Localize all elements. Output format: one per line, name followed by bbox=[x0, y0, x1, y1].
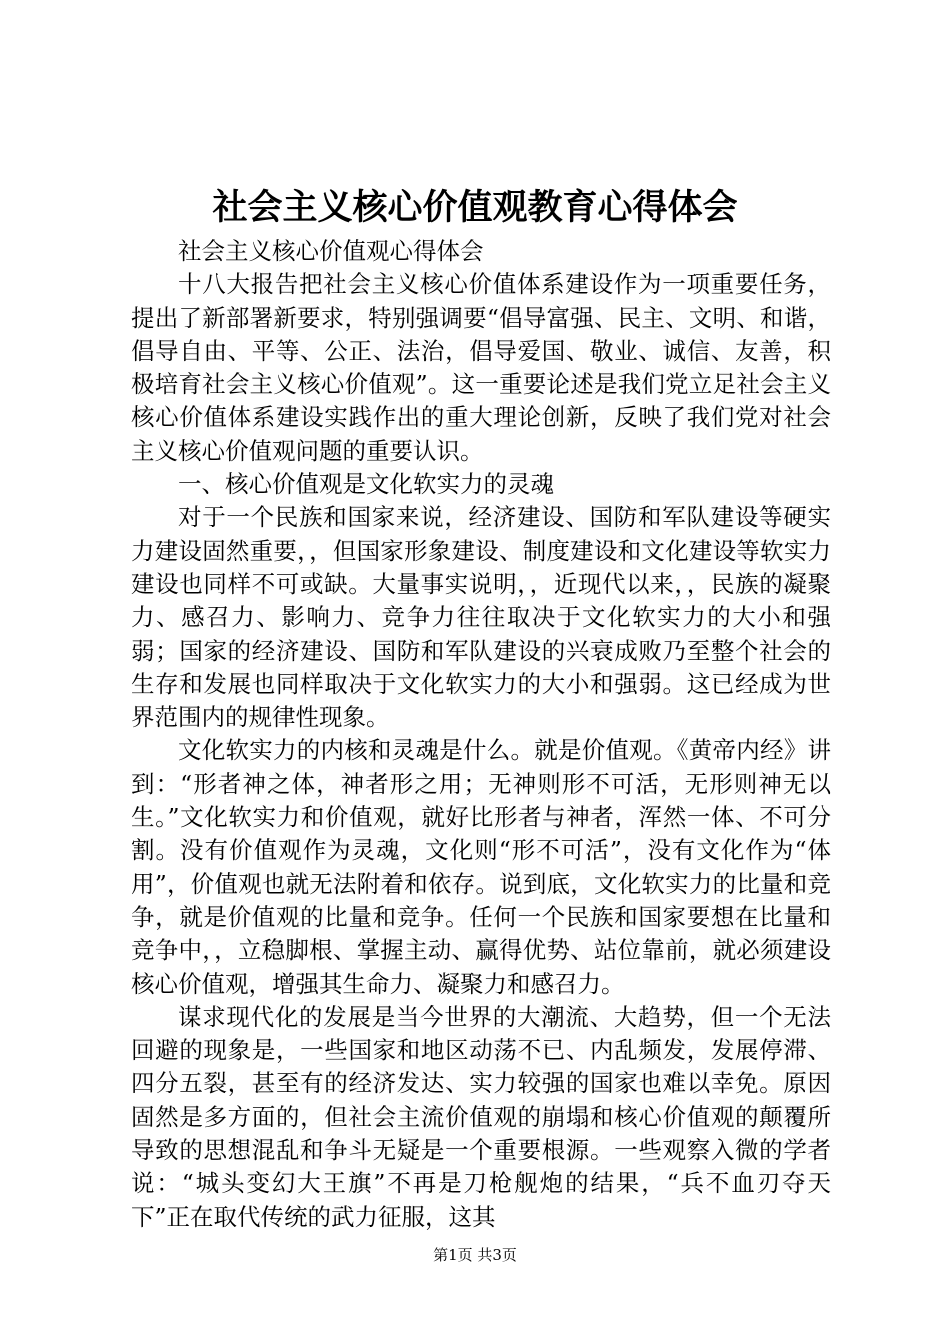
page-number-footer: 第1页 共3页 bbox=[433, 1246, 517, 1264]
body-paragraph: 对于一个民族和国家来说，经济建设、国防和军队建设等硬实力建设固然重要，，但国家形象建设、制度建设和文化建设等软实力建设也同样不可或缺。大量事实说明，，近现代以来，，民族的凝聚力、感召力、影响力、竞争力往往取决于文化软实力的大小和强弱；国家的经济建设、国防和军队建设的兴衰成败乃至整个社会的生存和发展也同样取决于文化软实力的大小和强弱。这已经成为世界范围内的规律性现象。 bbox=[131, 503, 831, 732]
body-paragraph: 谋求现代化的发展是当今世界的大潮流、大趋势，但一个无法回避的现象是，一些国家和地区动荡不已、内乱频发，发展停滞、四分五裂，甚至有的经济发达、实力较强的国家也难以幸免。原因固然是多方面的，但社会主流价值观的崩塌和核心价值观的颠覆所导致的思想混乱和争斗无疑是一个重要根源。一些观察入微的学者说：“城头变幻大王旗”不再是刀枪舰炮的结果，“兵不血刃夺天下”正在取代传统的武力征服，这其 bbox=[131, 1002, 831, 1231]
subtitle-paragraph: 社会主义核心价值观心得体会 bbox=[178, 237, 484, 265]
body-paragraph: 文化软实力的内核和灵魂是什么。就是价值观。《黄帝内经》讲到：“形者神之体，神者形之用；无神则形不可活，无形则神无以生。”文化软实力和价值观，就好比形者与神者，浑然一体、不可分割。没有价值观作为灵魂，文化则“形不可活”，没有文化作为“体用”，价值观也就无法附着和依存。说到底，文化软实力的比量和竞争，就是价值观的比量和竞争。任何一个民族和国家要想在比量和竞争中，，立稳脚根、掌握主动、赢得优势、站位靠前，就必须建设核心价值观，增强其生命力、凝聚力和感召力。 bbox=[131, 736, 831, 998]
section-heading: 一、核心价值观是文化软实力的灵魂 bbox=[178, 470, 554, 499]
document-title: 社会主义核心价值观教育心得体会 bbox=[212, 187, 738, 228]
intro-paragraph: 十八大报告把社会主义核心价值体系建设作为一项重要任务，提出了新部署新要求，特别强调要“倡导富强、民主、文明、和谐，倡导自由、平等、公正、法治，倡导爱国、敬业、诚信、友善，积极培育社会主义核心价值观”。这一重要论述是我们党立足社会主义核心价值体系建设实践作出的重大理论创新，反映了我们党对社会主义核心价值观问题的重要认识。 bbox=[131, 270, 831, 465]
document-body bbox=[131, 235, 831, 1234]
